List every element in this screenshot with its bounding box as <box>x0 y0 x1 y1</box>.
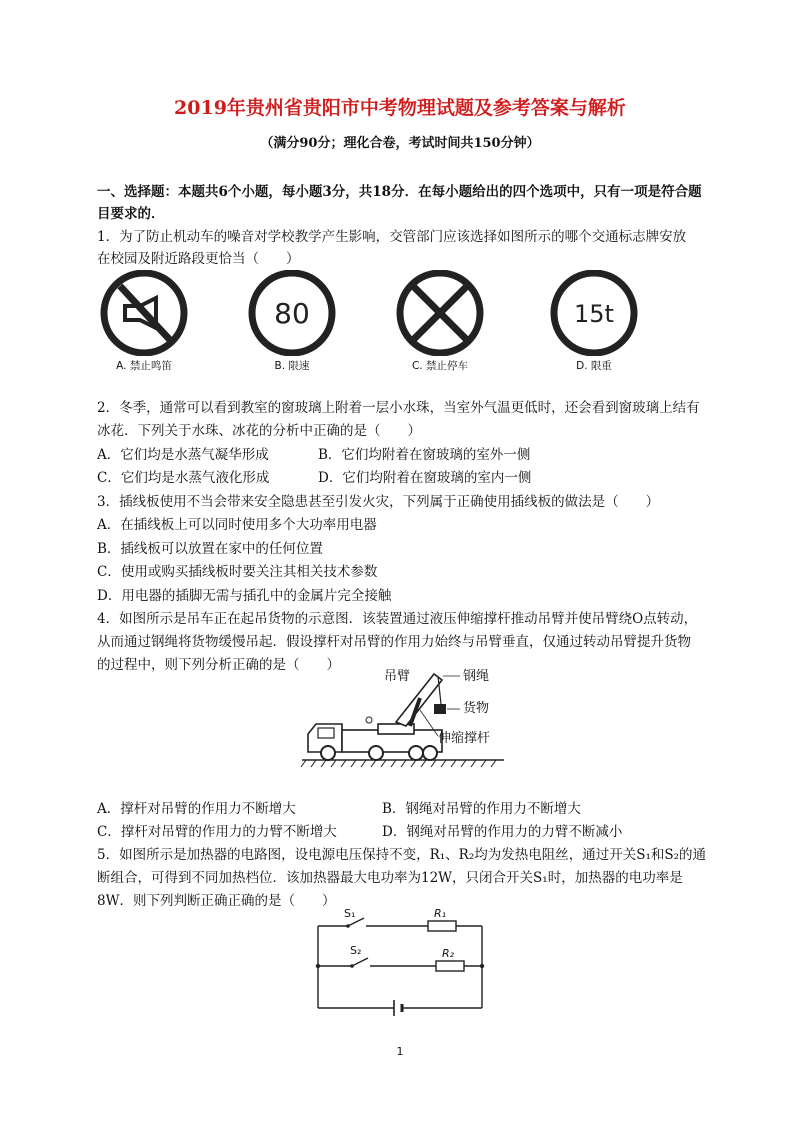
q3-stem: 3．插线板使用不当会带来安全隐患甚至引发火灾，下列属于正确使用插线板的做法是（ ） <box>97 494 660 510</box>
label-s2: S₂ <box>350 944 362 957</box>
q3-option-b: B．插线板可以放置在家中的任何位置 <box>97 541 323 557</box>
speed-limit-text: 80 <box>274 297 310 330</box>
circuit-diagram <box>310 908 492 1018</box>
label-s1: S₁ <box>344 908 356 920</box>
section-heading-line1: 一、选择题：本题共6个小题，每小题3分，共18分．在每小题给出的四个选项中，只有一项是符合题 <box>97 184 702 200</box>
q1-stem-line2: 在校园及附近路段更恰当（ ） <box>97 251 300 267</box>
page-number: 1 <box>396 1045 404 1058</box>
q5-stem-line3: 8W．则下列判断正确正确的是（ ） <box>97 893 336 909</box>
q4-option-c: C．撑杆对吊臂的作用力的力臂不断增大 <box>97 824 337 840</box>
q4-option-d: D．钢绳对吊臂的作用力的力臂不断减小 <box>382 824 623 840</box>
sign-caption-b: B. 限速 <box>274 360 310 372</box>
q3-option-a: A．在插线板上可以同时使用多个大功率用电器 <box>97 517 377 533</box>
q4-option-a: A．撑杆对吊臂的作用力不断增大 <box>97 801 296 817</box>
q2-option-b: B．它们均附着在窗玻璃的室外一侧 <box>318 447 531 463</box>
page-subtitle: （满分90分；理化合卷，考试时间共150分钟） <box>260 136 540 151</box>
q5-stem-line2: 断组合，可得到不同加热档位．该加热器最大电功率为12W，只闭合开关S₁时，加热器的电功率是 <box>97 870 683 886</box>
sign-caption-d: D. 限重 <box>576 360 612 372</box>
label-cargo: 货物 <box>463 701 490 716</box>
section-heading-line2: 目要求的． <box>97 206 165 222</box>
q2-option-a: A．它们均是水蒸气凝华形成 <box>97 447 269 463</box>
speed-limit-sign-icon <box>246 270 338 356</box>
q2-stem-line1: 2．冬季，通常可以看到教室的窗玻璃上附着一层小水珠，当室外气温更低时，还会看到窗玻璃上结有 <box>97 400 700 416</box>
q3-option-c: C．使用或购买插线板时要关注其相关技术参数 <box>97 564 378 580</box>
sign-caption-c: C. 禁止停车 <box>411 360 468 372</box>
q5-stem-line1: 5．如图所示是加热器的电路图，设电源电压保持不变，R₁、R₂均为发热电阻丝，通过开关S₁和S₂的通 <box>97 847 707 863</box>
weight-limit-text: 15t <box>574 300 614 328</box>
label-r1: R₁ <box>434 908 447 920</box>
no-parking-sign-icon <box>394 270 486 356</box>
label-boom: 吊臂 <box>384 669 411 684</box>
q4-stem-line3: 的过程中，则下列分析正确的是（ ） <box>97 657 340 673</box>
label-r2: R₂ <box>442 947 455 960</box>
q4-stem-line1: 4．如图所示是吊车正在起吊货物的示意图．该装置通过液压伸缩撑杆推动吊臂并使吊臂绕O点转动， <box>97 611 698 627</box>
crane-figure <box>298 660 514 772</box>
weight-limit-sign-icon <box>548 270 640 356</box>
q4-option-b: B．钢绳对吊臂的作用力不断增大 <box>382 801 581 817</box>
sign-caption-a: A. 禁止鸣笛 <box>116 360 172 372</box>
q2-stem-line2: 冰花．下列关于水珠、冰花的分析中正确的是（ ） <box>97 423 421 439</box>
label-strut: 伸缩撑杆 <box>438 731 491 746</box>
label-rope: 钢绳 <box>463 669 490 684</box>
q3-option-d: D．用电器的插脚无需与插孔中的金属片完全接触 <box>97 588 392 604</box>
q2-option-c: C．它们均是水蒸气液化形成 <box>97 470 270 486</box>
q1-stem-line1: 1．为了防止机动车的噪音对学校教学产生影响，交管部门应该选择如图所示的哪个交通标志牌安放 <box>97 229 687 245</box>
page-title: 2019年贵州省贵阳市中考物理试题及参考答案与解析 <box>174 97 626 119</box>
no-honking-sign-icon <box>98 270 190 356</box>
q4-stem-line2: 从而通过钢绳将货物缓慢吊起．假设撑杆对吊臂的作用力始终与吊臂垂直，仅通过转动吊臂提升货物 <box>97 634 691 650</box>
q2-option-d: D．它们均附着在窗玻璃的室内一侧 <box>318 470 532 486</box>
